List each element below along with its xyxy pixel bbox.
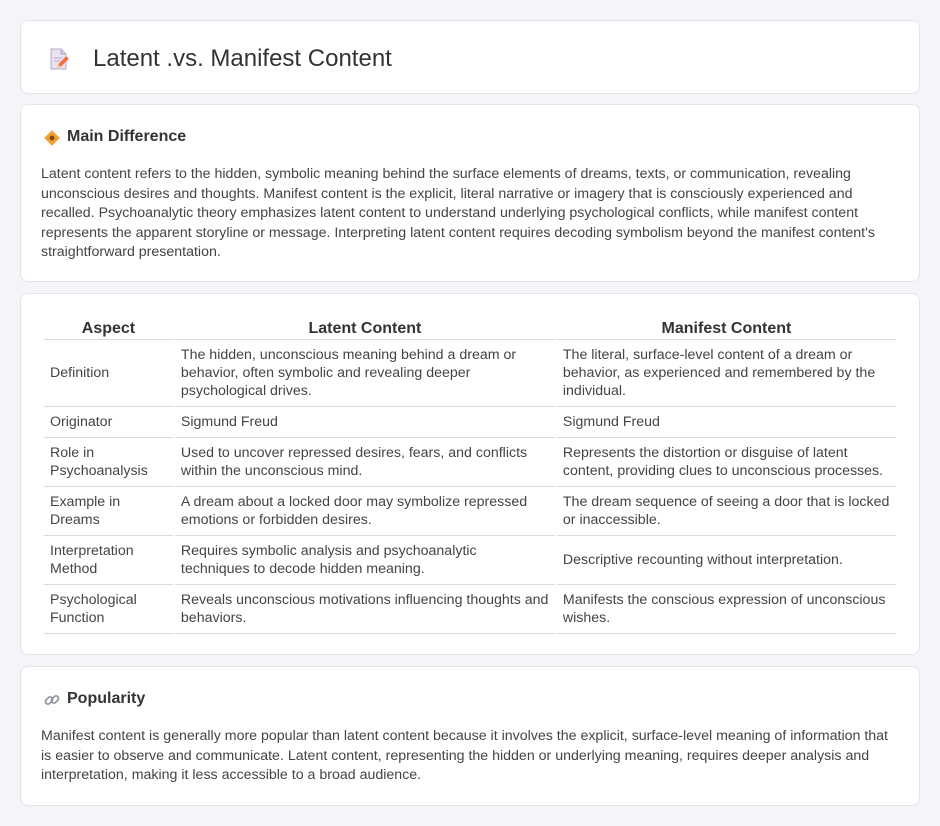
aspect-cell: Role in Psychoanalysis — [44, 438, 173, 487]
aspect-cell: Interpretation Method — [44, 536, 173, 585]
latent-cell: A dream about a locked door may symbolize repressed emotions or forbidden desires. — [175, 487, 555, 536]
popularity-text: Manifest content is generally more popular than latent content because it involves the explicit, surface-level meaning of information that is easier to observe and communicate. Latent content, representing the hidden or underlying meaning, requires deeper analysis and interpretation, making it less accessible to a broad audience. — [41, 728, 888, 784]
manifest-cell: Sigmund Freud — [557, 407, 896, 438]
latent-cell: Reveals unconscious motivations influencing thoughts and behaviors. — [175, 585, 555, 634]
aspect-cell: Example in Dreams — [44, 487, 173, 536]
page-title: Latent .vs. Manifest Content — [93, 45, 392, 72]
aspect-cell: Definition — [44, 340, 173, 407]
latent-cell: Requires symbolic analysis and psychoanalytic techniques to decode hidden meaning. — [175, 536, 555, 585]
table-row — [44, 536, 896, 585]
latent-cell: Used to uncover repressed desires, fears, and conflicts within the unconscious mind. — [175, 438, 555, 487]
popularity-section — [20, 666, 920, 806]
main-difference-section — [20, 104, 920, 282]
main-difference-text: Latent content refers to the hidden, symbolic meaning behind the surface elements of dreams, texts, or communication, revealing unconscious desires and thoughts. Manifest content is the explicit, literal narrative or imagery that is consciously experienced and recalled. Psychoanalytic theory emphasizes latent content to understand underlying psychological conflicts, while manifest content represents the apparent storyline or message. Interpreting latent content requires decoding symbolism beyond the manifest content's straightforward presentation. — [41, 166, 875, 261]
main-difference-title: Main Difference — [67, 128, 187, 145]
manifest-cell: Represents the distortion or disguise of latent content, providing clues to unconscious processes. — [557, 438, 896, 487]
latent-cell: Sigmund Freud — [175, 407, 555, 438]
link-icon — [43, 691, 61, 709]
document-pencil-icon — [47, 47, 71, 71]
header-manifest: Manifest Content — [557, 316, 896, 340]
table-row — [44, 438, 896, 487]
manifest-cell: Manifests the conscious expression of unconscious wishes. — [557, 585, 896, 634]
table-header-row — [44, 316, 896, 340]
diamond-icon — [43, 129, 61, 147]
manifest-cell: The dream sequence of seeing a door that is locked or inaccessible. — [557, 487, 896, 536]
table-row — [44, 407, 896, 438]
aspect-cell: Psychological Function — [44, 585, 173, 634]
aspect-cell: Originator — [44, 407, 173, 438]
table-row — [44, 340, 896, 407]
latent-cell: The hidden, unconscious meaning behind a dream or behavior, often symbolic and revealing deeper psychological drives. — [175, 340, 555, 407]
popularity-title: Popularity — [67, 690, 146, 707]
manifest-cell: The literal, surface-level content of a dream or behavior, as experienced and remembered by the individual. — [557, 340, 896, 407]
header-card — [20, 20, 920, 94]
manifest-cell: Descriptive recounting without interpretation. — [557, 536, 896, 585]
header-aspect: Aspect — [44, 316, 173, 340]
table-row — [44, 585, 896, 634]
comparison-table — [42, 316, 898, 634]
table-row — [44, 487, 896, 536]
comparison-section — [20, 293, 920, 655]
header-latent: Latent Content — [175, 316, 555, 340]
